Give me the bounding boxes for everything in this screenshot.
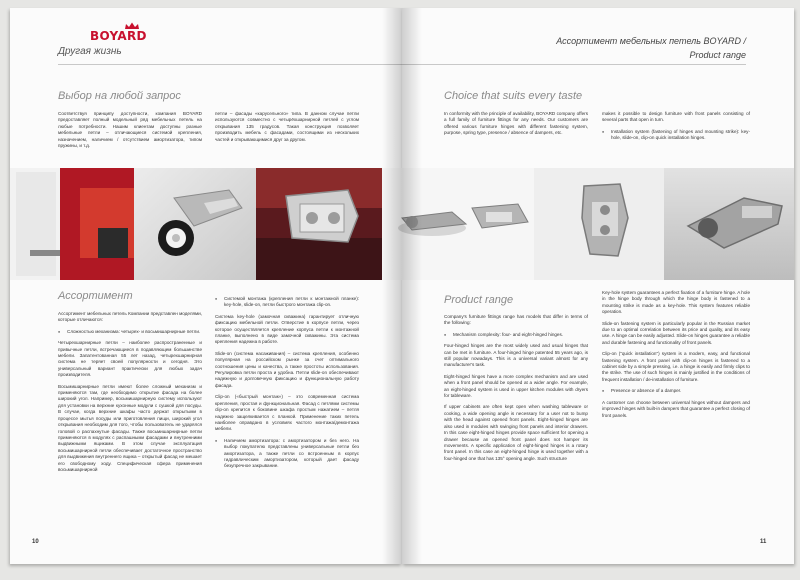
paragraph: Slide-on (система насаживания) – система крепления, особенно популярная на российском рынке за счет оптимального соотношения цены и качества, а также простоты использования. Регулировка петли проста и удобна. Петли slide-on обеспечивают надежную и долговечную фиксацию и функциональную работу фасада. [215,350,359,388]
header-rule [58,64,402,65]
paragraph: Восьмишарнирные петли имеют более сложный механизм и применяются там, где необходимо открытие фасада на более широкий угол. Например, восьмишарнирную систему используют для установки на верхние кухонные модули с сушкой для посуды. В случае, когда верхние шкафы часто держат открытыми в процессе мытья посуды или приготовления пищи, широкий угол открывания необходим для того, чтобы пользователь не ударялся головой о распахнутые фасады. Также восьмишарнирные петли применяются в модулях с распашными фасадами и внутренними выдвижными ящиками. В этом случае эксплуатация восьмишарнирной петли обеспечивает достаточное пространство для выдвижения внутреннего ящика – открытый фасад не мешает его свободному ходу. Специфическая сфера применения восьмишарнирной [58,383,202,472]
paragraph: In conformity with the principle of availability, BOYARD company offers a full family of furniture fittings for any needs. Our customers are offered various furniture hinges with different fastening system, purpose, spring type, presence / absence of dampers, etc. [444,111,588,136]
right-page [402,8,794,564]
section-title-choice: Choice that suits every taste [444,90,583,102]
hinge-photo-band [10,168,794,280]
range-col-2 [215,296,359,475]
section-title-range: Product range [444,294,514,306]
paragraph: Clip-on («быстрый монтаж») – это современная система крепления, простая и функциональная. Фасад с петлями системы clip-on крепится к боковине шкафа простым нажатием – петля надежно защелкивается с планкой. Применение таких петель наиболее оправдано в условиях частого монтажа/демонтажа мебели. [215,394,359,432]
running-head-line-2: Product range [689,50,746,60]
paragraph: Система key-hole (замочная скважина) гарантирует отличную фиксацию мебельной петли. Отверстие в корпусе петли, через которое осуществляется крепление корпуса петли к монтажной планке, выполнено в виде замочной скважины. Эта система крепления надежна в работе. [215,313,359,345]
bullet-item: ■ Installation system (fastening of hinges and mounting strike): key-hole, slide-on, clip-on quick installation hinges. [602,129,750,142]
bullet-item: ■ Сложностью механизма: четырех- и восьмишарнирные петли. [58,329,202,335]
photo-hinge-gray [664,168,794,280]
running-head-line-1: Ассортимент мебельных петель BOYARD / [556,36,746,46]
paragraph: петли – фасады «карусельного» типа. В данном случае петли используются совместно с четырёхшарнирной петлей с углом открывания 135 градусов. Такая конструкция позволяет производить мебель с фасадами, состоящими из нескольких частей и открывающимися друг за другом. [215,111,359,142]
page-number: 11 [760,539,767,545]
section-title-choice: Выбор на любой запрос [58,90,181,102]
brand-logo: BOYARD [90,29,147,43]
paragraph: Clip-on ("quick installation") system is a modern, easy, and functional fastening system. A front panel with clip-on hinges is fastened to a cabinet side by a simple pressing, i.e. a hinge is easily and firmly clips to the strike. The use of such hinges is mainly justified in the conditions of frequent installation / de-installation of furniture. [602,351,750,382]
paragraph: Key-hole system guarantees a perfect fixation of a furniture hinge. A hole in the hinge body through which the hinge body is fastened to a mounting strike is made as a key-hole. This system features reliable operation. [602,290,750,315]
intro-col-1 [58,111,202,154]
paragraph: Соответствуя принципу доступности, компания BOYARD предоставляет полный модельный ряд мебельных петель на любые потребности. Нашим клиентам доступны разные мебельные петли – отличающиеся системой крепления, назначением, наличием / отсутствием амортизатора, типом пружины, и т.д. [58,111,202,149]
paragraph: A customer can choose between universal hinges without dampers and improved hinges with built-in dampers that guarantee a perfect closing of front panels. [602,399,750,418]
photo-two-hinges [382,168,534,280]
paragraph: makes it possible to design furniture with front panels consisting of several parts that open in turn. [602,111,750,123]
paragraph: Ассортимент мебельных петель Компании представлен моделями, которые отличаются: [58,311,202,323]
paragraph: Four-hinged hinges are the most widely used and usual hinges that can be met in furniture. A four-hinged hinge patented 55 years ago, is still popular nowadays. This is a universal variant almost for any manufacturer's task. [444,343,588,368]
photo-hinge-closeup [534,168,664,280]
running-head [556,34,746,62]
bullet-item: ■ Наличием амортизатора: с амортизатором и без него. На выбор покупателю представлены универсальные петли без амортизатора, а также петли со встроенным в корпус гидравлическим амортизатором, который дает фасаду безупречное закрывание. [215,438,359,470]
brochure-spread [10,8,794,568]
bullet-item: ■ Системой монтажа (крепления петли к монтажной планке): key-hole, slide-on, петли быстрого монтажа clip-on. [215,296,359,309]
bullet-item: ■ Mechanism complexity: four- and eight-hinged hinges. [444,332,588,338]
intro-col-1 [444,111,588,142]
paragraph: Eight-hinged hinges have a more complex mechanism and are used when a front panel should be opened at a wider angle. For example, an eight-hinged system is used in upper kitchen modules with dryers for tableware. [444,373,588,399]
paragraph: Company's furniture fittings range has models that differ in terms of the following: [444,314,588,326]
photo-hinge-red-door [256,168,382,280]
running-head: Другая жизнь [58,46,122,57]
intro-col-2 [215,111,359,148]
paragraph: Четырехшарнирные петли – наиболее распространенные и привычные петли, встречающиеся в подавляющем большинстве мебели. Запатентованная 55 лет назад, четырехшарнирная система не теряет своей популярности и сегодня. Это универсальный вариант практически для любых задач производителя. [58,340,202,378]
paragraph: If upper cabinets are often kept open when washing tableware or cooking, a wide opening angle is necessary for a user not to bump with the head against opened front panels. Eight-hinged hinges are also used in modules with swinging front panels and interior drawers. In this case eight-hinged hinges provide space sufficient for opening a drawer because an opened front panel does not hamper its movements. A specific application of eight-hinged hinges is a rotary front panel. In this case an eight-hinged hinge is used together with a four-hinged one that has 135° opening angle. Such structure [444,404,588,461]
range-col-1 [444,314,588,467]
page-number: 10 [32,539,39,545]
photo-cabinet-red-panel [10,168,134,280]
intro-col-2 [602,111,750,147]
range-col-2 [602,290,750,424]
header-rule [402,64,746,65]
left-page [10,8,402,564]
photo-hinge-damper [134,168,256,280]
bullet-item: ■ Presence or absence of a damper. [602,388,750,394]
range-col-1 [58,311,202,478]
paragraph: Slide-on fastening system is particularly popular in the Russian market due to an optimal correlation between its price and quality, and its easy use. A hinge can be easily adjusted. Slide-on hinges guarantee a reliable and durable fastening and functionality of front panels. [602,320,750,345]
section-title-range: Ассортимент [58,290,133,302]
